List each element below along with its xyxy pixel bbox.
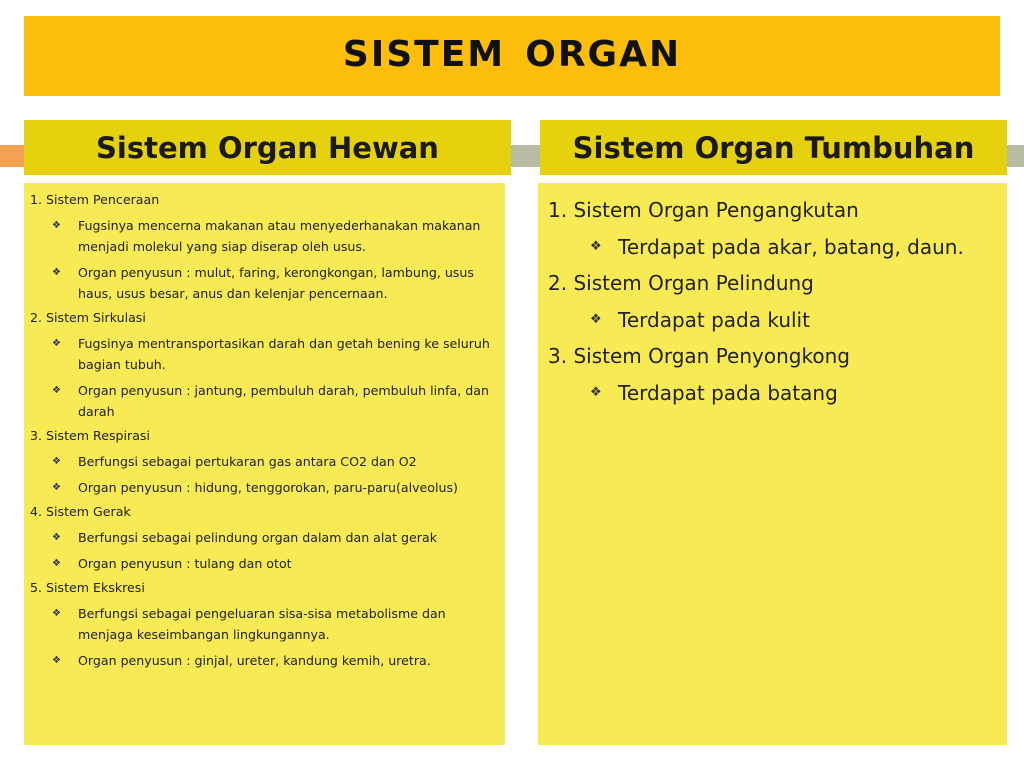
section-title: 3. Sistem Organ Penyongkong bbox=[548, 344, 850, 368]
list-item bbox=[548, 232, 997, 262]
list-item bbox=[30, 650, 497, 671]
title-banner bbox=[24, 16, 1000, 96]
list-item-text: Organ penyusun : mulut, faring, kerongkongan, lambung, usus haus, usus besar, anus dan kelenjar pencernaan. bbox=[78, 265, 474, 301]
list-item-text: Fugsinya mentransportasikan darah dan getah bening ke seluruh bagian tubuh. bbox=[78, 336, 490, 372]
diamond-bullet-icon: ❖ bbox=[52, 532, 61, 543]
diamond-bullet-icon: ❖ bbox=[52, 558, 61, 569]
list-item-text: Fugsinya mencerna makanan atau menyederhanakan makanan menjadi molekul yang siap diserap oleh usus. bbox=[78, 218, 481, 254]
list-item bbox=[548, 305, 997, 335]
section-title: 1. Sistem Penceraan bbox=[30, 192, 160, 207]
panel-hewan bbox=[24, 183, 505, 745]
section-title: 3. Sistem Respirasi bbox=[30, 428, 150, 443]
section-title: 4. Sistem Gerak bbox=[30, 504, 131, 519]
list-item bbox=[30, 603, 497, 645]
list-item-text: Terdapat pada akar, batang, daun. bbox=[618, 235, 964, 259]
diamond-bullet-icon: ❖ bbox=[590, 239, 602, 254]
diamond-bullet-icon: ❖ bbox=[52, 338, 61, 349]
diamond-bullet-icon: ❖ bbox=[52, 385, 61, 396]
list-item bbox=[30, 215, 497, 257]
section-title: 1. Sistem Organ Pengangkutan bbox=[548, 198, 859, 222]
list-item-text: Organ penyusun : tulang dan otot bbox=[78, 556, 292, 571]
list-item-text: Organ penyusun : ginjal, ureter, kandung kemih, uretra. bbox=[78, 653, 431, 668]
list-item bbox=[30, 527, 497, 548]
list-item bbox=[30, 553, 497, 574]
section-title: 2. Sistem Organ Pelindung bbox=[548, 271, 814, 295]
list-item-text: Terdapat pada kulit bbox=[618, 308, 810, 332]
diamond-bullet-icon: ❖ bbox=[52, 608, 61, 619]
list-item bbox=[30, 477, 497, 498]
list-item bbox=[548, 378, 997, 408]
list-item-text: Berfungsi sebagai pertukaran gas antara CO2 dan O2 bbox=[78, 454, 417, 469]
section-title: 5. Sistem Ekskresi bbox=[30, 580, 145, 595]
diamond-bullet-icon: ❖ bbox=[590, 385, 602, 400]
list-item-text: Berfungsi sebagai pengeluaran sisa-sisa metabolisme dan menjaga keseimbangan lingkungannya. bbox=[78, 606, 446, 642]
list-item bbox=[30, 451, 497, 472]
decorative-bar-right bbox=[1006, 145, 1024, 167]
list-item bbox=[30, 262, 497, 304]
section-title: 2. Sistem Sirkulasi bbox=[30, 310, 146, 325]
diamond-bullet-icon: ❖ bbox=[52, 267, 61, 278]
list-item-text: Organ penyusun : hidung, tenggorokan, paru-paru(alveolus) bbox=[78, 480, 458, 495]
list-item-text: Organ penyusun : jantung, pembuluh darah, pembuluh linfa, dan darah bbox=[78, 383, 489, 419]
panel-tumbuhan bbox=[538, 183, 1007, 745]
header-tumbuhan: Sistem Organ Tumbuhan bbox=[540, 120, 1007, 175]
diamond-bullet-icon: ❖ bbox=[52, 482, 61, 493]
diamond-bullet-icon: ❖ bbox=[52, 655, 61, 666]
decorative-bar-left bbox=[0, 145, 26, 167]
diamond-bullet-icon: ❖ bbox=[52, 456, 61, 467]
list-item bbox=[30, 333, 497, 375]
diamond-bullet-icon: ❖ bbox=[590, 312, 602, 327]
list-item-text: Terdapat pada batang bbox=[618, 381, 838, 405]
diamond-bullet-icon: ❖ bbox=[52, 220, 61, 231]
header-hewan: Sistem Organ Hewan bbox=[24, 120, 511, 175]
list-item-text: Berfungsi sebagai pelindung organ dalam dan alat gerak bbox=[78, 530, 437, 545]
decorative-bar-middle bbox=[511, 145, 540, 167]
list-item bbox=[30, 380, 497, 422]
page-title: sistem organ bbox=[342, 19, 682, 79]
